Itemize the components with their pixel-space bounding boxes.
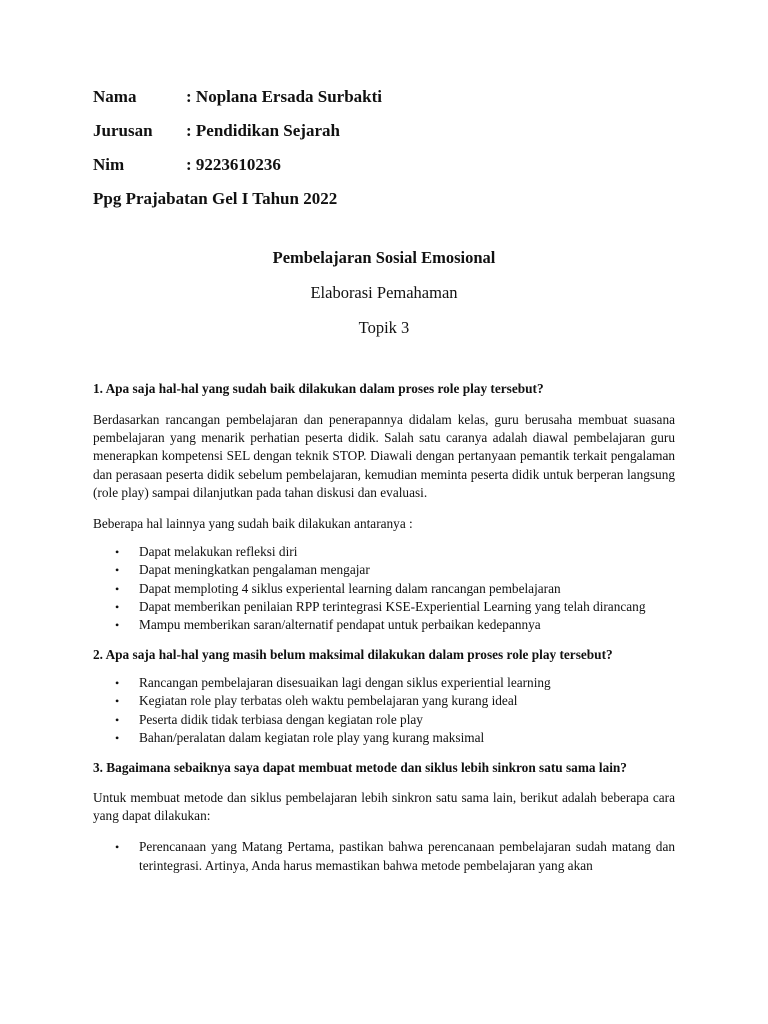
major-row (93, 120, 675, 142)
answer-1-bullet-list (93, 543, 675, 634)
bullet-icon: • (115, 712, 120, 727)
bullet-icon: • (115, 563, 120, 578)
list-item (93, 598, 675, 616)
answer-3-bullet-list (93, 838, 675, 874)
student-id-row (93, 154, 675, 176)
list-item (93, 561, 675, 579)
answer-3-paragraph: Untuk membuat metode dan siklus pembelajaran lebih sinkron satu sama lain, berikut adalah beberapa cara yang dapat dilakukan: (93, 790, 675, 824)
name-label: Nama (93, 87, 137, 106)
list-item (93, 580, 675, 598)
list-item (93, 616, 675, 634)
list-item (93, 711, 675, 729)
list-item (93, 729, 675, 747)
name-row (93, 86, 675, 108)
answer-1-paragraph: Berdasarkan rancangan pembelajaran dan penerapannya didalam kelas, guru berusaha membuat suasana pembelajaran yang menarik perhatian peserta didik. Salah satu caranya adalah diawal pembelajaran guru menerapkan kompetensi SEL dengan teknik STOP. Diawali dengan pertanyaan pemantik terkait pengalaman dan perasaan peserta didik sebelum pembelajaran, kemudian meminta peserta didik untuk berperan langsung (role play) sampai dilanjutkan pada tahan diskusi dan evaluasi. (93, 412, 675, 500)
list-item-text: Dapat memploting 4 siklus experiental learning dalam rancangan pembelajaran (139, 580, 561, 596)
bullet-icon: • (115, 676, 120, 691)
major-label: Jurusan (93, 121, 153, 140)
list-item-text: Bahan/peralatan dalam kegiatan role play yang kurang maksimal (139, 729, 485, 745)
bullet-icon: • (115, 618, 120, 633)
answer-2-bullet-list (93, 674, 675, 747)
document-topic: Topik 3 (358, 318, 410, 337)
question-2: 2. Apa saja hal-hal yang masih belum maksimal dilakukan dalam proses role play tersebut? (93, 647, 613, 663)
list-item-text: Perencanaan yang Matang Pertama, pastikan bahwa perencanaan pembelajaran sudah matang dan terintegrasi. Artinya, Anda harus memastikan bahwa metode pembelajaran yang akan (139, 839, 675, 873)
list-item (93, 674, 675, 692)
list-item-text: Dapat melakukan refleksi diri (139, 544, 298, 560)
list-item (93, 692, 675, 710)
bullet-icon: • (115, 581, 120, 596)
student-id-value: : 9223610236 (186, 155, 281, 174)
document-title: Pembelajaran Sosial Emosional (272, 248, 496, 267)
bullet-icon: • (115, 545, 120, 560)
list-item (93, 838, 675, 874)
question-3: 3. Bagaimana sebaiknya saya dapat membuat metode dan siklus lebih sinkron satu sama lain? (93, 760, 627, 776)
document-subtitle: Elaborasi Pemahaman (310, 283, 458, 302)
program-line: Ppg Prajabatan Gel I Tahun 2022 (93, 189, 338, 208)
title-block (93, 247, 675, 339)
question-1: 1. Apa saja hal-hal yang sudah baik dilakukan dalam proses role play tersebut? (93, 381, 544, 396)
student-id-label: Nim (93, 155, 125, 174)
name-value: : Noplana Ersada Surbakti (186, 87, 383, 106)
list-item-text: Mampu memberikan saran/alternatif pendapat untuk perbaikan kedepannya (139, 617, 541, 633)
list-item-text: Peserta didik tidak terbiasa dengan kegiatan role play (139, 711, 423, 727)
list-item-text: Dapat meningkatkan pengalaman mengajar (139, 562, 370, 578)
list-item-text: Dapat memberikan penilaian RPP terintegrasi KSE-Experiential Learning yang telah dirancang (139, 598, 646, 614)
bullet-icon: • (115, 730, 120, 745)
list-item (93, 543, 675, 561)
bullet-icon: • (115, 599, 120, 614)
answer-1-intro: Beberapa hal lainnya yang sudah baik dilakukan antaranya : (93, 516, 413, 532)
list-item-text: Kegiatan role play terbatas oleh waktu pembelajaran yang kurang ideal (139, 693, 518, 709)
bullet-icon: • (115, 840, 120, 855)
major-value: : Pendidikan Sejarah (186, 121, 340, 140)
list-item-text: Rancangan pembelajaran disesuaikan lagi dengan siklus experiential learning (139, 675, 551, 691)
document-page (93, 86, 675, 875)
bullet-icon: • (115, 694, 120, 709)
